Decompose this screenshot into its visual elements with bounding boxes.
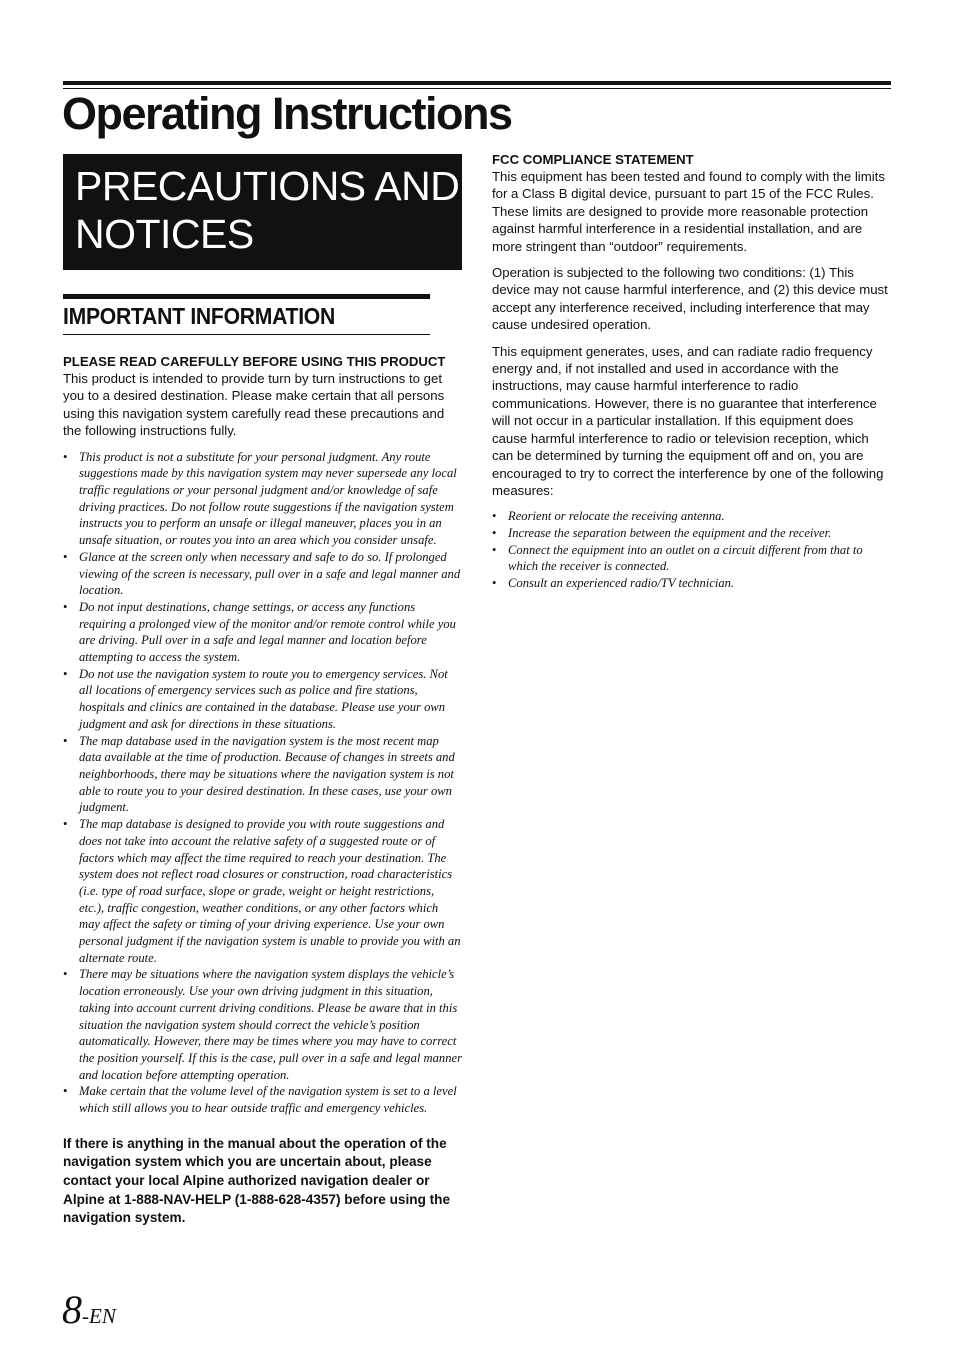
fcc-paragraph: This equipment generates, uses, and can radiate radio frequency energy and, if not installed and used in accordance with the instructions, may cause harmful interference to radio communications. However, there is no guarantee that interference will not occur in a particular installation. If this equipment does cause harmful interference to radio or television reception, which can be determined by turning the equipment off and on, you are encouraged to try to correct the interference by one of the following measures: bbox=[492, 343, 884, 498]
subheading-fcc: FCC COMPLIANCE STATEMENT bbox=[492, 152, 694, 167]
list-item: • Connect the equipment into an outlet on a circuit different from that to which the receiver is connected. bbox=[492, 542, 892, 575]
list-item: • Reorient or relocate the receiving antenna. bbox=[492, 508, 892, 525]
list-item: • Glance at the screen only when necessary and safe to do so. If prolonged viewing of the screen is necessary, pull over in a safe and legal manner and location. bbox=[63, 549, 462, 599]
intro-paragraph: This product is intended to provide turn by turn instructions to get you to a desired destination. Please make certain that all persons using this navigation system carefully read these precautions and the following instructions fully. bbox=[63, 371, 445, 439]
top-rule-thick bbox=[63, 81, 891, 85]
list-item: • Do not use the navigation system to route you to emergency services. Not all locations of emergency services such as police and fire stations, hospitals and clinics are contained in the database. Please use your own judgment and ask for directions in these situations. bbox=[63, 666, 462, 733]
left-column bbox=[63, 154, 462, 1228]
fcc-paragraph: This equipment has been tested and found to comply with the limits for a Class B digital device, pursuant to part 15 of the FCC Rules. These limits are designed to provide more reasonable protection against harmful interference in a residential installation, and are more stringent than “outdoor” requirements. bbox=[492, 169, 885, 254]
section-heading: IMPORTANT INFORMATION bbox=[63, 294, 430, 335]
page-number-digit: 8 bbox=[62, 1287, 82, 1332]
page-title: Operating Instructions bbox=[62, 88, 512, 139]
list-item: • Make certain that the volume level of the navigation system is set to a level which still allows you to hear outside traffic and emergency vehicles. bbox=[63, 1083, 462, 1116]
page-number-suffix: -EN bbox=[82, 1304, 116, 1328]
right-column bbox=[492, 151, 892, 602]
subheading-read-carefully: PLEASE READ CAREFULLY BEFORE USING THIS PRODUCT bbox=[63, 354, 446, 369]
list-item: • Consult an experienced radio/TV technician. bbox=[492, 575, 892, 592]
contact-notice: If there is anything in the manual about the operation of the navigation system which you are uncertain about, please contact your local Alpine authorized navigation dealer or Alpine at 1-888-NAV-HELP (1-888-628-4357) before using the navigation system. bbox=[63, 1135, 451, 1226]
precautions-list bbox=[63, 449, 462, 1117]
section-banner: PRECAUTIONS AND NOTICES bbox=[63, 154, 462, 270]
list-item: • Increase the separation between the equipment and the receiver. bbox=[492, 525, 892, 542]
fcc-measures-list bbox=[492, 508, 892, 592]
list-item: • The map database is designed to provide you with route suggestions and does not take into account the relative safety of a suggested route or of factors which may affect the time required to reach your destination. The system does not reflect road closures or construction, road characteristics (i.e. type of road surface, slope or grade, weight or height restrictions, etc.), traffic congestion, weather conditions, or any other factors which may affect the safety or timing of your driving experience. Use your own personal judgment if the navigation system is unable to provide you with an alternate route. bbox=[63, 816, 462, 966]
list-item: • This product is not a substitute for your personal judgment. Any route suggestions made by this navigation system may never supersede any local traffic regulations or your personal judgment and/or knowledge of safe driving practices. Do not follow route suggestions if the navigation system instructs you to perform an unsafe or illegal maneuver, places you in an unsafe situation, or routes you into an area which you consider unsafe. bbox=[63, 449, 462, 549]
list-item: • The map database used in the navigation system is the most recent map data available at the time of production. Because of changes in streets and neighborhoods, there may be situations where the navigation system is not able to route you to your desired destination. In these cases, use your own judgment. bbox=[63, 733, 462, 817]
list-item: • Do not input destinations, change settings, or access any functions requiring a prolonged view of the monitor and/or remote control while you are driving. Pull over in a safe and legal manner and location before attempting to access the system. bbox=[63, 599, 462, 666]
page-number bbox=[62, 1286, 116, 1333]
list-item: • There may be situations where the navigation system displays the vehicle’s location erroneously. Use your own driving judgment in this situation, taking into account current driving conditions. Please be aware that in this situation the navigation system should correct the vehicle’s position automatically. However, there may be times where you may have to correct the position yourself. If this is the case, pull over in a safe and legal manner and location before attempting operation. bbox=[63, 966, 462, 1083]
fcc-paragraph: Operation is subjected to the following two conditions: (1) This device may not cause harmful interference, and (2) this device must accept any interference received, including interference that may cause undesired operation. bbox=[492, 265, 888, 333]
